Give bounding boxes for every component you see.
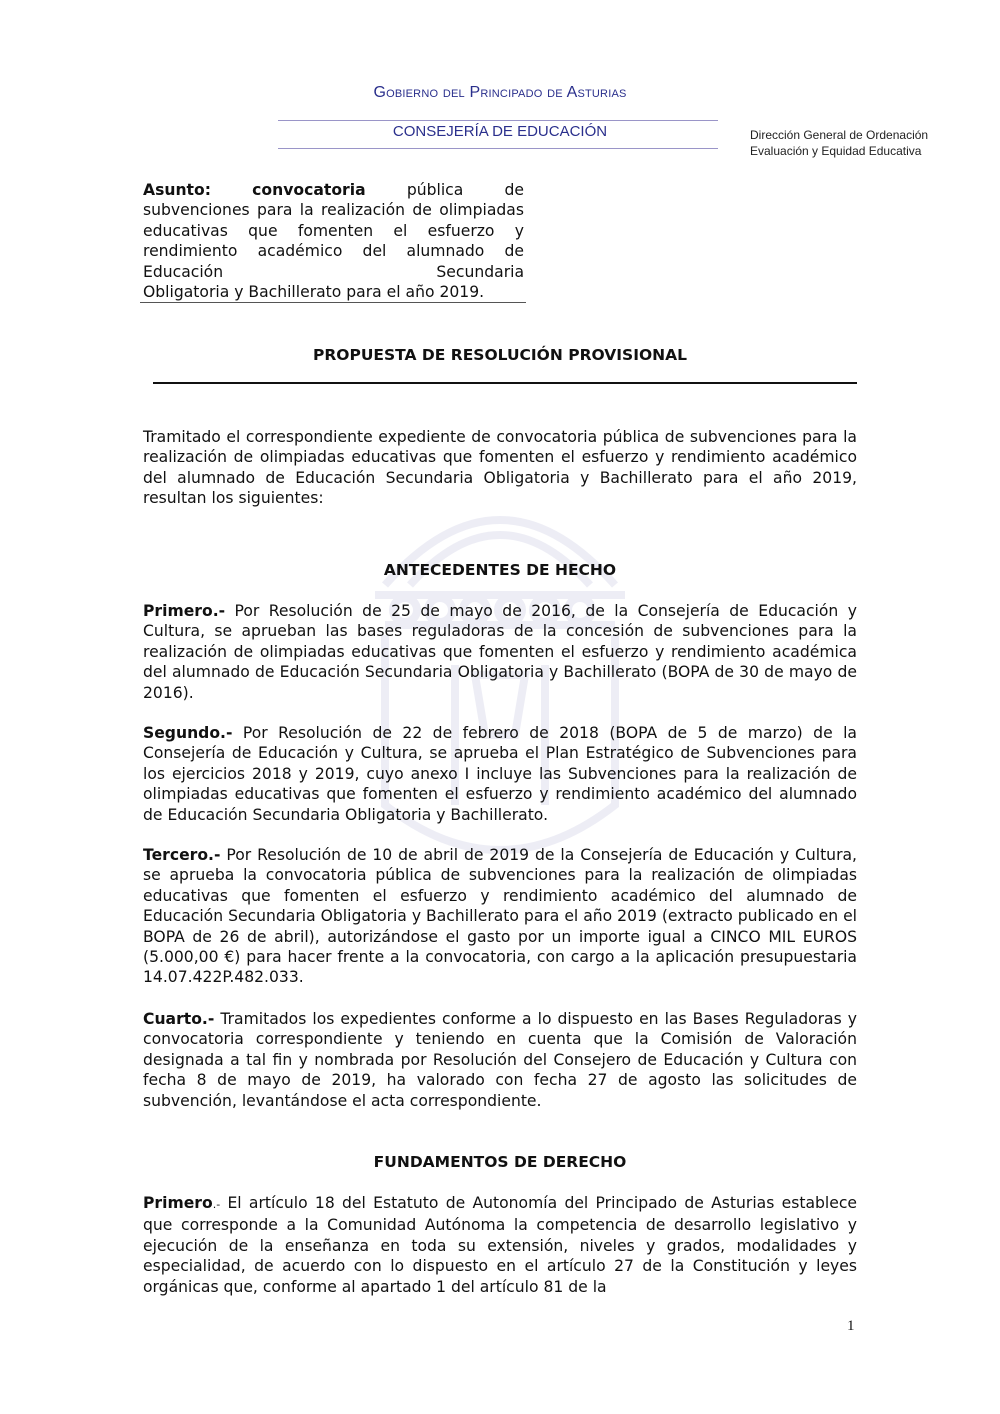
- subject-block: [143, 180, 524, 302]
- item-label: Primero.-: [143, 602, 226, 620]
- government-name: Gobierno del Principado de Asturias: [373, 84, 627, 101]
- item-text: Por Resolución de 10 de abril de 2019 de la Consejería de Educación y Cultura, se aprueba la convocatoria pública de subvenciones para la realización de olimpiadas educativas que fomenten el esfuerzo y rendimiento académico del alumnado de Educación Secundaria Obligatoria y Bachillerato para el año 2019 (extracto publicado en el BOPA de 26 de abril), autorizándose el gasto por un importe igual a CINCO MIL EUROS (5.000,00 €) para hacer frente a la convocatoria, con cargo a la aplicación presupuestaria 14.07.422P.482.033.: [143, 846, 857, 987]
- department-name: CONSEJERÍA DE EDUCACIÓN: [392, 123, 608, 140]
- header-divider: [278, 120, 718, 121]
- item-text: Por Resolución de 22 de febrero de 2018 (BOPA de 5 de marzo) de la Consejería de Educación y Cultura, se aprueba el Plan Estratégico de Subvenciones para los ejercicios 2018 y 2019, cuyo anexo I incluye las Subvenciones para la realización de olimpiadas educativas que fomenten el esfuerzo y rendimiento académico del alumnado de Educación Secundaria Obligatoria y Bachillerato.: [143, 724, 857, 824]
- antecedente-item: [143, 1009, 857, 1111]
- subject-underline: [140, 302, 526, 303]
- header-divider: [278, 148, 718, 149]
- fundamento-item: [143, 1193, 857, 1297]
- item-text: El artículo 18 del Estatuto de Autonomía del Principado de Asturias establece que corresponde a la Comunidad Autónoma la competencia de desarrollo legislativo y ejecución de la enseñanza en toda su extensión, niveles y grados, modalidades y especialidad, de acuerdo con lo dispuesto en el artículo 27 de la Constitución y leyes orgánicas que, conforme al apartado 1 del artículo 81 de la: [143, 1194, 857, 1296]
- item-label: Tercero.-: [143, 846, 221, 864]
- directorate-line: Evaluación y Equidad Educativa: [750, 144, 922, 158]
- title-rule: [153, 382, 857, 384]
- directorate: [750, 127, 928, 159]
- item-text: Tramitados los expedientes conforme a lo dispuesto en las Bases Reguladoras y convocatoria correspondiente y teniendo en cuenta que la Comisión de Valoración designada a tal fin y nombrada por Resolución del Consejero de Educación y Cultura con fecha 8 de mayo de 2019, ha valorado con fecha 27 de agosto las solicitudes de subvención, levantándose el acta correspondiente.: [143, 1010, 857, 1110]
- section-heading-antecedentes: ANTECEDENTES DE HECHO: [383, 561, 617, 579]
- item-label: Segundo.-: [143, 724, 233, 742]
- item-text: Por Resolución de 25 de mayo de 2016, de la Consejería de Educación y Cultura, se aprueban las bases reguladoras de la concesión de subvenciones para la realización de olimpiadas educativas que fomenten el esfuerzo y rendimiento académica del alumnado de Educación Secundaria Obligatoria y Bachillerato (BOPA de 30 de mayo de 2016).: [143, 602, 857, 702]
- page-number: 1: [847, 1318, 855, 1334]
- intro-paragraph: Tramitado el correspondiente expediente de convocatoria pública de subvenciones para la realización de olimpiadas educativas que fomenten el esfuerzo y rendimiento académico del alumnado de Educación Secundaria Obligatoria y Bachillerato para el año 2019, resultan los siguientes:: [143, 428, 857, 508]
- subject-last-line: Obligatoria y Bachillerato para el año 2019.: [143, 283, 485, 302]
- antecedente-item: [143, 845, 857, 988]
- subject-bold-word: convocatoria: [252, 181, 366, 199]
- document-title: PROPUESTA DE RESOLUCIÓN PROVISIONAL: [312, 346, 687, 364]
- antecedente-item: [143, 601, 857, 703]
- item-label: Primero: [143, 1194, 213, 1212]
- subject-text: pública de subvenciones para la realización de olimpiadas educativas que fomenten el esfuerzo y rendimiento académico del alumnado de Educación Secundaria: [143, 181, 524, 281]
- section-heading-fundamentos: FUNDAMENTOS DE DERECHO: [373, 1153, 627, 1171]
- subject-label: Asunto:: [143, 181, 211, 199]
- antecedente-item: [143, 723, 857, 825]
- item-separator: .-: [212, 1198, 221, 1211]
- directorate-line: Dirección General de Ordenación: [750, 128, 929, 142]
- item-label: Cuarto.-: [143, 1010, 215, 1028]
